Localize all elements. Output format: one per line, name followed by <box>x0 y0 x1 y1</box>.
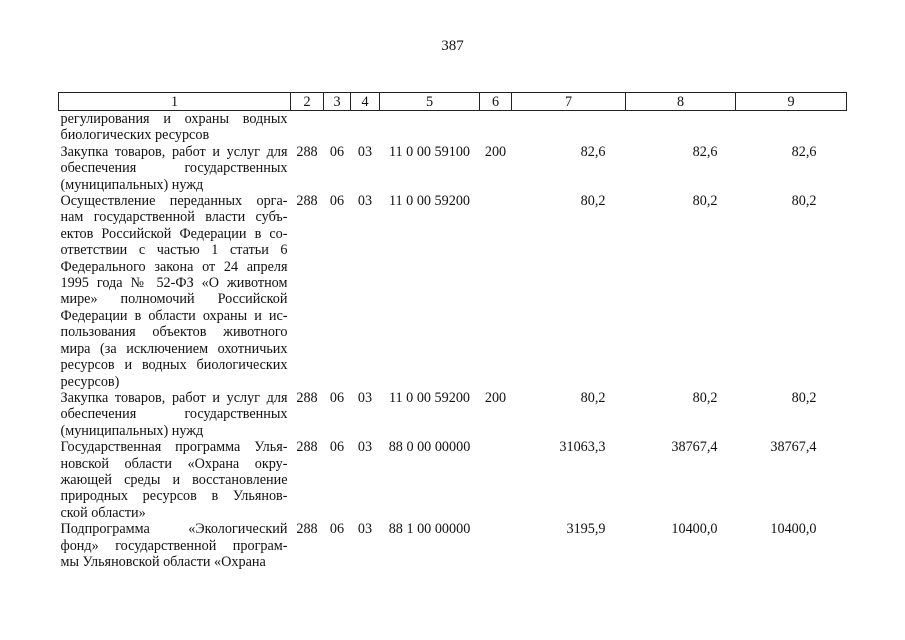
cell-col-8: 38767,4 <box>671 439 718 456</box>
cell-col-9: 80,2 <box>791 193 817 210</box>
row-name-line: нам государственной власти субъ- <box>60 209 288 226</box>
cell-col-4: 03 <box>357 389 373 406</box>
header-col-7: 7 <box>512 93 626 111</box>
header-col-1: 1 <box>59 93 291 111</box>
table-row <box>59 193 847 390</box>
row-name-line: Закупка товаров, работ и услуг для <box>60 143 288 160</box>
cell-col-3: 06 <box>329 439 345 456</box>
cell-col-4: 03 <box>357 193 373 210</box>
header-col-4: 4 <box>351 93 380 111</box>
cell-col-5: 11 0 00 59100 <box>388 143 471 160</box>
cell-col-8: 82,6 <box>692 143 718 160</box>
header-row <box>59 93 847 111</box>
cell-col-3: 06 <box>329 521 345 538</box>
cell-col-5: 88 1 00 00000 <box>388 521 471 538</box>
cell-col-6: 200 <box>484 143 507 160</box>
page-number: 387 <box>441 38 464 54</box>
table-row <box>59 111 847 144</box>
table-body <box>59 111 847 571</box>
row-name-line: биологических ресурсов <box>60 127 210 144</box>
cell-col-7 <box>512 111 626 144</box>
table-row <box>59 144 847 193</box>
row-name-line: обеспечения государственных <box>60 160 288 177</box>
header-col-2: 2 <box>291 93 324 111</box>
cell-col-6: 200 <box>484 389 507 406</box>
row-name-line: ской области» <box>60 504 146 521</box>
cell-col-5: 88 0 00 00000 <box>388 439 471 456</box>
cell-col-4: 03 <box>357 521 373 538</box>
table-row <box>59 521 847 570</box>
cell-col-8 <box>626 111 736 144</box>
cell-col-2 <box>291 111 324 144</box>
cell-col-9: 82,6 <box>791 143 817 160</box>
row-name-line: (муниципальных) нужд <box>60 422 204 439</box>
cell-col-7: 80,2 <box>580 193 606 210</box>
row-name-line: ресурсов и водных биологических <box>60 357 288 374</box>
budget-table <box>58 92 847 570</box>
row-name <box>59 521 291 570</box>
row-name-line: ресурсов) <box>60 373 120 390</box>
table-row <box>59 439 847 521</box>
cell-col-7: 31063,3 <box>559 439 606 456</box>
row-name-line: пользования объектов животного <box>60 324 288 341</box>
cell-col-6 <box>480 111 512 144</box>
cell-col-9: 10400,0 <box>770 521 817 538</box>
cell-col-6 <box>480 521 512 570</box>
row-name-line: ектов Российской Федерации в со- <box>60 225 288 242</box>
cell-col-7: 3195,9 <box>566 521 606 538</box>
cell-col-9: 38767,4 <box>770 439 817 456</box>
table-header <box>59 93 847 111</box>
row-name-line: Закупка товаров, работ и услуг для <box>60 389 288 406</box>
row-name-line: Федерального закона от 24 апреля <box>60 258 288 275</box>
row-name-line: (муниципальных) нужд <box>60 176 204 193</box>
header-col-8: 8 <box>626 93 736 111</box>
row-name-line: 1995 года № 52-ФЗ «О животном <box>60 275 288 292</box>
cell-col-2: 288 <box>296 143 318 160</box>
cell-col-4: 03 <box>357 143 373 160</box>
cell-col-3: 06 <box>329 193 345 210</box>
cell-col-3 <box>324 111 351 144</box>
row-name-line: мире» полномочий Российской <box>60 291 288 308</box>
cell-col-4: 03 <box>357 439 373 456</box>
header-col-6: 6 <box>480 93 512 111</box>
row-name <box>59 144 291 193</box>
cell-col-6 <box>480 193 512 390</box>
header-col-3: 3 <box>324 93 351 111</box>
row-name-line: Федерации в области охраны и ис- <box>60 307 288 324</box>
row-name-line: мы Ульяновской области «Охрана <box>60 553 266 570</box>
cell-col-5 <box>380 111 480 144</box>
header-col-5: 5 <box>380 93 480 111</box>
row-name-line: жающей среды и восстановление <box>60 471 288 488</box>
row-name-line: новской области «Охрана окру- <box>60 455 288 472</box>
row-name-line: обеспечения государственных <box>60 406 288 423</box>
cell-col-4 <box>351 111 380 144</box>
table-row <box>59 390 847 439</box>
row-name <box>59 439 291 521</box>
row-name-line: мира (за исключением охотничьих <box>60 340 288 357</box>
cell-col-6 <box>480 439 512 521</box>
row-name-line: регулирования и охраны водных <box>60 111 288 127</box>
cell-col-3: 06 <box>329 143 345 160</box>
row-name <box>59 390 291 439</box>
cell-col-5: 11 0 00 59200 <box>388 193 471 210</box>
row-name-line: Осуществление переданных орга- <box>60 193 288 210</box>
cell-col-8: 10400,0 <box>671 521 718 538</box>
cell-col-2: 288 <box>296 521 318 538</box>
row-name-line: природных ресурсов в Ульянов- <box>60 488 288 505</box>
row-name-line: Подпрограмма «Экологический <box>60 521 288 538</box>
cell-col-5: 11 0 00 59200 <box>388 389 471 406</box>
row-name <box>59 193 291 390</box>
header-col-9: 9 <box>736 93 847 111</box>
cell-col-8: 80,2 <box>692 193 718 210</box>
row-name-line: фонд» государственной програм- <box>60 537 288 554</box>
cell-col-7: 82,6 <box>580 143 606 160</box>
cell-col-7: 80,2 <box>580 389 606 406</box>
cell-col-8: 80,2 <box>692 389 718 406</box>
row-name-line: Государственная программа Улья- <box>60 439 288 456</box>
cell-col-3: 06 <box>329 389 345 406</box>
cell-col-9 <box>736 111 847 144</box>
cell-col-2: 288 <box>296 439 318 456</box>
row-name <box>59 111 291 144</box>
cell-col-9: 80,2 <box>791 389 817 406</box>
row-name-line: ответствии с частью 1 статьи 6 <box>60 242 288 259</box>
cell-col-2: 288 <box>296 193 318 210</box>
cell-col-2: 288 <box>296 389 318 406</box>
